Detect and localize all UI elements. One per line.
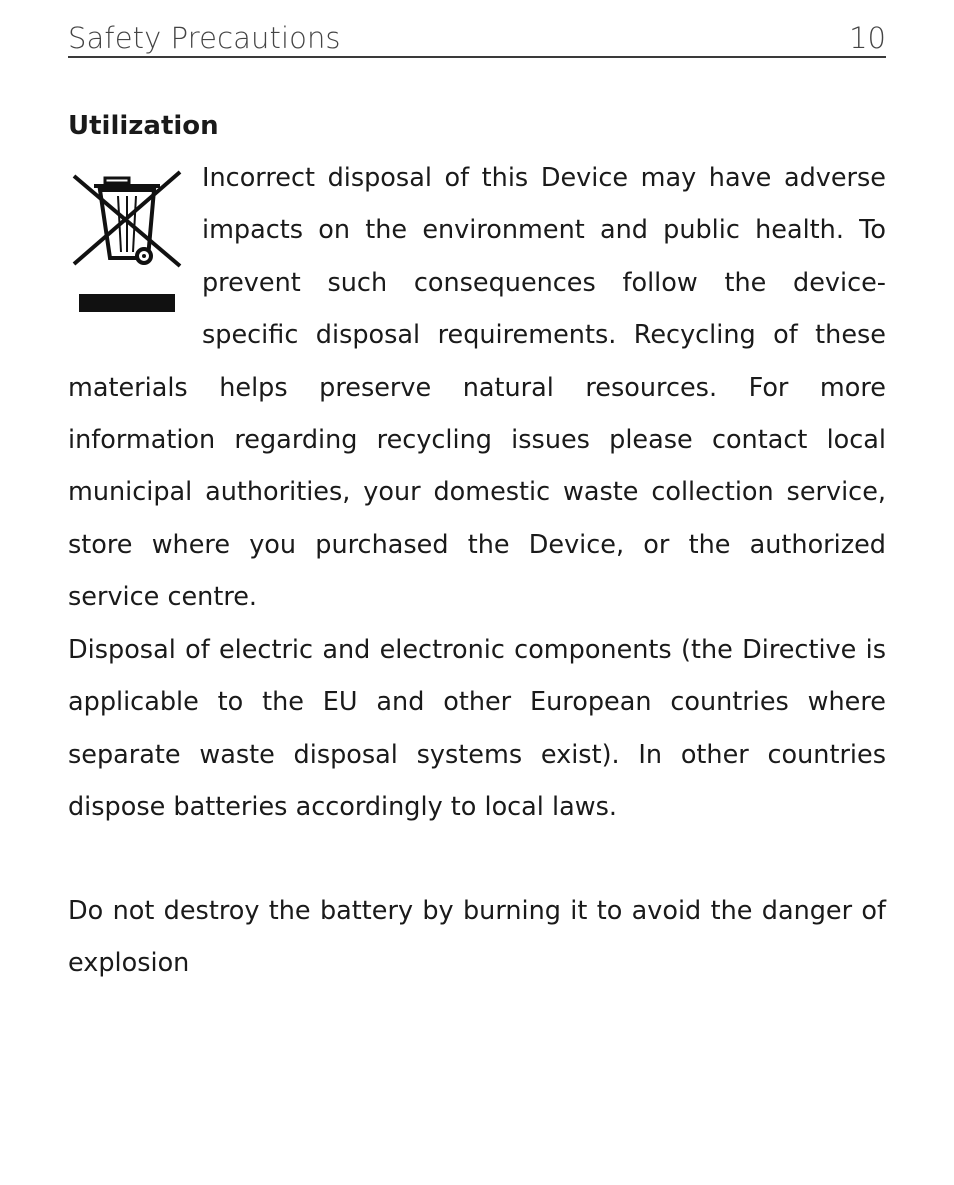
header-title: Safety Precautions (68, 21, 341, 55)
paragraph-text: Incorrect disposal of this Device may have adverse impacts on the environment and public health. To prevent such consequences follow the device-specific disposal requirements. Recycling of these materials helps preserve natural resources. For more information regarding recycling issues please contact local municipal authorities, your domestic waste collection service, store where you purchased the Device, or the authorized service centre. (68, 163, 886, 613)
page-number: 10 (849, 21, 886, 55)
page-header (68, 0, 886, 58)
crossed-out-wheelie-bin-icon (68, 166, 186, 314)
section-title: Utilization (68, 111, 219, 141)
electronic-disposal-paragraph: Disposal of electric and electronic components (the Directive is applicable to the EU and other European countries where separate waste disposal systems exist). In other countries dispose batteries accordingly to local laws. (68, 635, 886, 823)
document-page (68, 0, 886, 979)
battery-warning-paragraph: Do not destroy the battery by burning it to avoid the danger of explosion (68, 896, 886, 979)
utilization-paragraph (68, 152, 886, 624)
